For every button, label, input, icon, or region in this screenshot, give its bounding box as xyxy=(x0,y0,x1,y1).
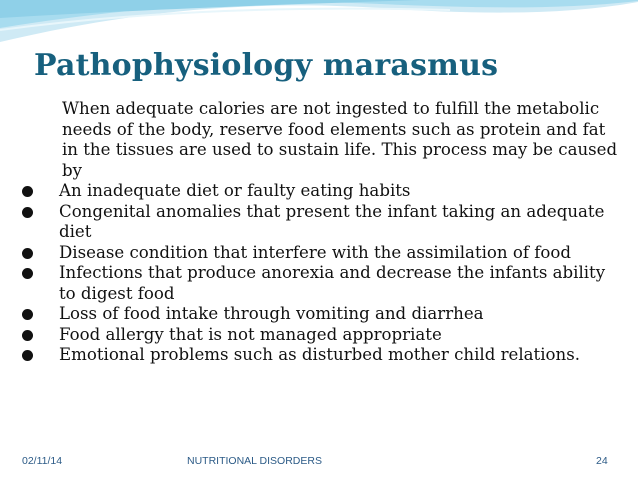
slide-body xyxy=(22,99,622,366)
bullet-item xyxy=(22,181,622,202)
bullet-dot-icon xyxy=(22,330,33,341)
bullet-item xyxy=(22,325,622,346)
bullet-text: Loss of food intake through vomiting and diarrhea xyxy=(59,304,484,323)
bullet-list xyxy=(22,181,622,366)
bullet-dot-icon xyxy=(22,207,33,218)
bullet-dot-icon xyxy=(22,268,33,279)
bullet-item xyxy=(22,243,622,264)
bullet-text: Infections that produce anorexia and decrease the infants ability to digest food xyxy=(59,263,606,303)
bullet-text: An inadequate diet or faulty eating habits xyxy=(59,181,411,200)
bullet-text: Disease condition that interfere with the assimilation of food xyxy=(59,242,572,262)
bullet-text: Congenital anomalies that present the infant taking an adequate diet xyxy=(59,201,605,241)
page-number: 24 xyxy=(596,455,608,467)
bullet-item xyxy=(22,345,622,366)
bullet-item xyxy=(22,304,622,325)
bullet-item xyxy=(22,263,622,304)
intro-paragraph: When adequate calories are not ingested to fulfill the metabolic needs of the body, reserve food elements such as protein and fat in the tissues are used to sustain life. This process may be caused by xyxy=(62,99,618,180)
bullet-text: Food allergy that is not managed appropriate xyxy=(59,324,442,344)
slide-title: Pathophysiology marasmus xyxy=(34,48,499,83)
bullet-dot-icon xyxy=(22,248,33,259)
bullet-item xyxy=(22,202,622,243)
bullet-dot-icon xyxy=(22,350,33,361)
footer-date: 02/11/14 xyxy=(22,455,63,467)
bullet-dot-icon xyxy=(22,309,33,320)
footer-title: NUTRITIONAL DISORDERS xyxy=(187,455,322,467)
bullet-text: Emotional problems such as disturbed mother child relations. xyxy=(59,345,580,364)
bullet-dot-icon xyxy=(22,186,33,197)
